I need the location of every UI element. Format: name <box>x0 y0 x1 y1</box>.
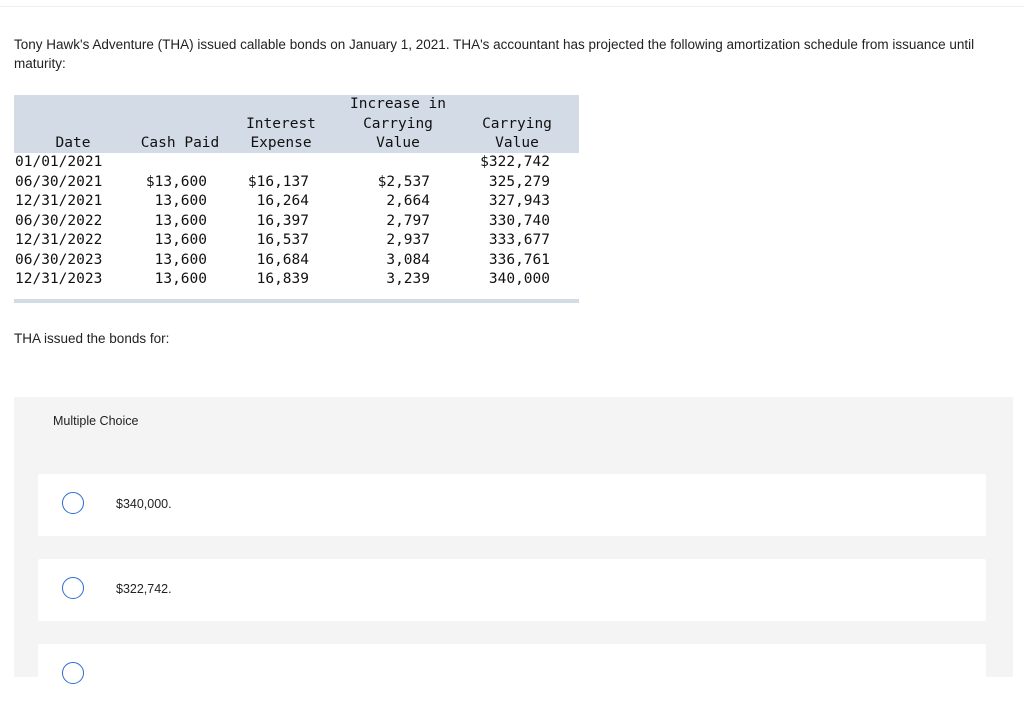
cell-cash-paid: 13,600 <box>154 193 207 209</box>
cell-cash-paid: 13,600 <box>154 212 207 229</box>
cell-increase-carrying: 2,664 <box>386 193 430 209</box>
cell-carrying-value: 325,279 <box>488 173 550 190</box>
cell-carrying-value: 330,740 <box>488 212 550 229</box>
cell-date: 12/31/2023 <box>15 271 103 287</box>
cell-date: 06/30/2022 <box>15 212 103 229</box>
cell-cash-paid: 13,600 <box>154 232 207 248</box>
choice-option-2[interactable] <box>38 559 986 621</box>
header-carrying-line2: Value <box>495 135 539 151</box>
header-carrying-line1: Carrying <box>482 116 552 132</box>
cell-cash-paid: 13,600 <box>154 271 207 287</box>
table-row <box>14 153 579 173</box>
header-increase-line1: Increase in <box>349 96 447 112</box>
cell-carrying-value: $322,742 <box>480 154 550 170</box>
cell-increase-carrying: 3,084 <box>386 251 430 268</box>
cell-cash-paid: $13,600 <box>145 173 207 190</box>
header-cash-paid: Cash Paid <box>140 135 220 151</box>
cell-increase-carrying: 2,797 <box>386 212 430 229</box>
choice-label: $340,000. <box>116 497 172 511</box>
cell-carrying-value: 327,943 <box>488 193 550 209</box>
cell-carrying-value: 340,000 <box>488 271 550 287</box>
cell-date: 06/30/2023 <box>15 251 103 268</box>
header-date: Date <box>55 135 91 151</box>
cell-interest-expense: 16,684 <box>256 251 309 268</box>
prompt-text: THA issued the bonds for: <box>14 331 170 346</box>
radio-button-icon[interactable] <box>62 662 84 684</box>
cell-cash-paid: 13,600 <box>154 251 207 268</box>
cell-interest-expense: 16,264 <box>256 193 309 209</box>
top-divider <box>0 6 1024 7</box>
table-bottom-border <box>14 299 579 303</box>
header-increase-line2: Carrying <box>363 116 433 132</box>
header-interest-line2: Expense <box>250 135 312 151</box>
cell-interest-expense: 16,537 <box>256 232 309 248</box>
cell-interest-expense: $16,137 <box>247 173 309 190</box>
table-row <box>14 192 579 212</box>
table-row <box>14 173 579 193</box>
multiple-choice-title: Multiple Choice <box>53 414 139 428</box>
cell-increase-carrying: 3,239 <box>386 271 430 287</box>
radio-button-icon[interactable] <box>62 577 84 599</box>
cell-carrying-value: 336,761 <box>488 251 550 268</box>
multiple-choice-panel <box>14 397 1013 677</box>
radio-button-icon[interactable] <box>62 492 84 514</box>
cell-carrying-value: 333,677 <box>488 232 550 248</box>
cell-date: 12/31/2022 <box>15 232 103 248</box>
cell-date: 06/30/2021 <box>15 173 103 190</box>
question-text: Tony Hawk's Adventure (THA) issued callable bonds on January 1, 2021. THA's accountant has projected the following amortization schedule from issuance until maturity: <box>14 37 975 71</box>
table-row <box>14 251 579 271</box>
header-interest-line1: Interest <box>246 116 316 132</box>
cell-increase-carrying: 2,937 <box>386 232 430 248</box>
table-header <box>14 95 579 153</box>
choice-option-3[interactable] <box>38 644 986 706</box>
cell-date: 12/31/2021 <box>15 193 103 209</box>
choice-label: $322,742. <box>116 582 172 596</box>
table-body <box>14 153 579 299</box>
choice-option-1[interactable] <box>38 474 986 536</box>
table-row <box>14 270 579 290</box>
amortization-table <box>14 95 579 303</box>
cell-date: 01/01/2021 <box>15 154 103 170</box>
cell-interest-expense: 16,397 <box>256 212 309 229</box>
header-increase-line3: Value <box>376 135 420 151</box>
cell-interest-expense: 16,839 <box>256 271 309 287</box>
table-row <box>14 212 579 232</box>
table-row <box>14 231 579 251</box>
cell-increase-carrying: $2,537 <box>377 173 430 190</box>
